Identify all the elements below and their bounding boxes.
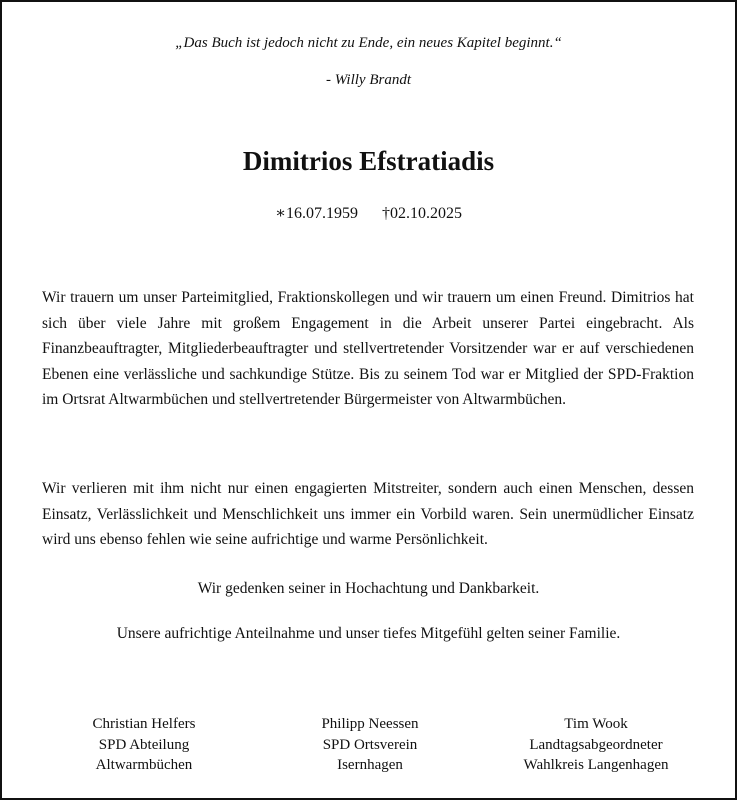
signatory-name: Christian Helfers [92, 716, 196, 732]
remembrance-line: Wir gedenken seiner in Hochachtung und Dankbarkeit. [197, 580, 540, 597]
signatory-name: Tim Wook [564, 716, 628, 732]
signatory-role: SPD Ortsverein [322, 736, 418, 753]
signatory-location: Altwarmbüchen [95, 757, 193, 773]
life-dates [2, 203, 735, 223]
tribute-paragraph-2: Wir verlieren mit ihm nicht nur einen engagierten Mitstreiter, sondern auch einen Menschen, dessen Einsatz, Verlässlichkeit und Menschlichkeit uns immer ein Vorbild waren. Sein unermüdlicher Einsatz wird uns ebenso fehlen wie seine aufrichtige und warme Persönlichkeit. [42, 480, 694, 549]
signature-block [486, 714, 706, 776]
epigraph-quote: „Das Buch ist jedoch nicht zu Ende, ein neues Kapitel beginnt.“ [175, 35, 562, 51]
tribute-paragraph-1: Wir trauern um unser Parteimitglied, Fraktionskollegen und wir trauern um einen Freund. Dimitrios hat sich über viele Jahre mit großem Engagement in die Arbeit unserer Partei eingebracht. Als Finanzbeauftragter, Mitgliederbeauftragter und stellvertretender Vorsitzender war er auf verschiedenen Ebenen eine verlässliche und sachkundige Stütze. Bis zu seinem Tod war er Mitglied der SPD-Fraktion im Ortsrat Altwarmbüchen und stellvertretender Bürgermeister von Altwarmbüchen. [42, 289, 694, 409]
death-date: †02.10.2025 [381, 205, 462, 222]
signature-block [34, 714, 254, 776]
signatory-name: Philipp Neessen [321, 716, 419, 732]
signatory-location: Isernhagen [337, 757, 403, 773]
epigraph-author: - Willy Brandt [326, 72, 411, 88]
condolence-line: Unsere aufrichtige Anteilnahme und unser tiefes Mitgefühl gelten seiner Familie. [116, 625, 621, 642]
signatory-role: SPD Abteilung [98, 736, 190, 753]
signatory-location: Wahlkreis Langenhagen [523, 757, 669, 773]
signatory-role: Landtagsabgeordneter [529, 736, 663, 753]
signature-block [260, 714, 480, 776]
deceased-name: Dimitrios Efstratiadis [242, 146, 495, 176]
birth-date: ∗16.07.1959 [275, 205, 358, 222]
